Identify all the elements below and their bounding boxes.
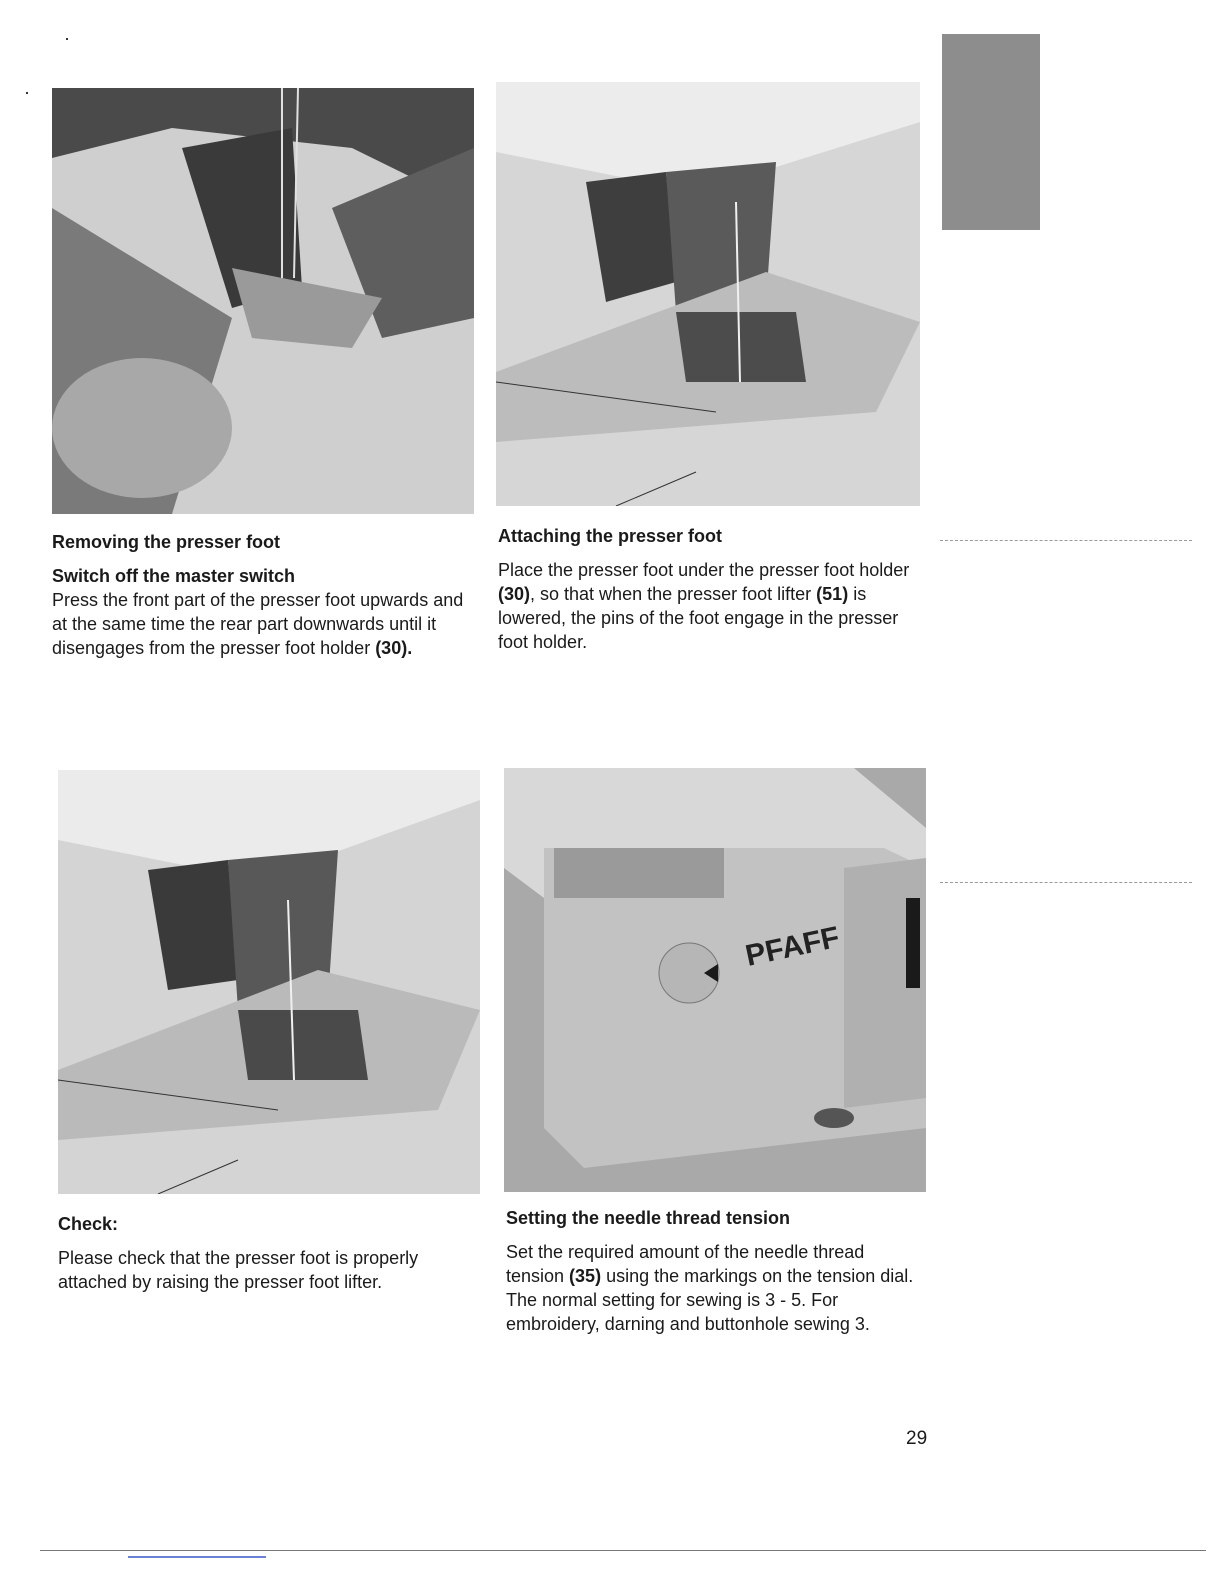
photo-removing-presser-foot: [52, 88, 474, 514]
tension-body: [506, 1240, 926, 1288]
removing-subtitle: Switch off the master switch: [52, 566, 296, 586]
removing-body-ref: (30).: [375, 638, 413, 658]
removing-body-text: Press the front part of the presser foot upwards and at the same time the rear part downwards until it disengages from the presser foot holder: [52, 590, 464, 658]
removing-title: Removing the presser foot: [52, 532, 281, 552]
margin-rule-bottom: [940, 882, 1192, 883]
check-title: Check:: [58, 1214, 119, 1234]
section-attaching: [498, 524, 918, 654]
section-check: [58, 1212, 478, 1294]
pfaff-logo: PFAFF: [742, 920, 843, 973]
bottom-blue-mark: [128, 1556, 266, 1558]
section-removing: [52, 530, 482, 660]
tension-t2: using the markings on the tension dial.: [601, 1266, 914, 1286]
bottom-rule: [40, 1550, 1206, 1551]
scan-speck: [66, 38, 68, 40]
photo-check-presser-foot: [58, 770, 480, 1194]
tension-title: Setting the needle thread tension: [506, 1208, 791, 1228]
section-tab-marker: [942, 34, 1040, 230]
tension-ref: (35): [569, 1266, 602, 1286]
removing-body: [52, 588, 482, 660]
tension-body-2: The normal setting for sewing is 3 - 5. For embroidery, darning and buttonhole sewing 3.: [506, 1290, 870, 1334]
margin-rule-top: [940, 540, 1192, 541]
check-body: Please check that the presser foot is properly attached by raising the presser foot lifter.: [58, 1248, 419, 1292]
tension-t1: Set the required amount of the needle thread tension: [506, 1242, 865, 1286]
page-number: 29: [906, 1428, 928, 1449]
attaching-title: Attaching the presser foot: [498, 526, 723, 546]
attaching-body: [498, 558, 918, 654]
attaching-t1: Place the presser foot under the presser foot holder: [498, 560, 910, 580]
photo-attaching-presser-foot: [496, 82, 920, 506]
attaching-ref2: (51): [816, 584, 849, 604]
attaching-t3: is lowered, the pins of the foot engage in the presser foot holder.: [498, 584, 899, 652]
attaching-ref1: (30): [498, 584, 531, 604]
section-tension: [506, 1206, 926, 1336]
photo-needle-thread-tension: [504, 768, 926, 1192]
scan-speck: [26, 92, 28, 94]
attaching-t2: , so that when the presser foot lifter: [530, 584, 817, 604]
